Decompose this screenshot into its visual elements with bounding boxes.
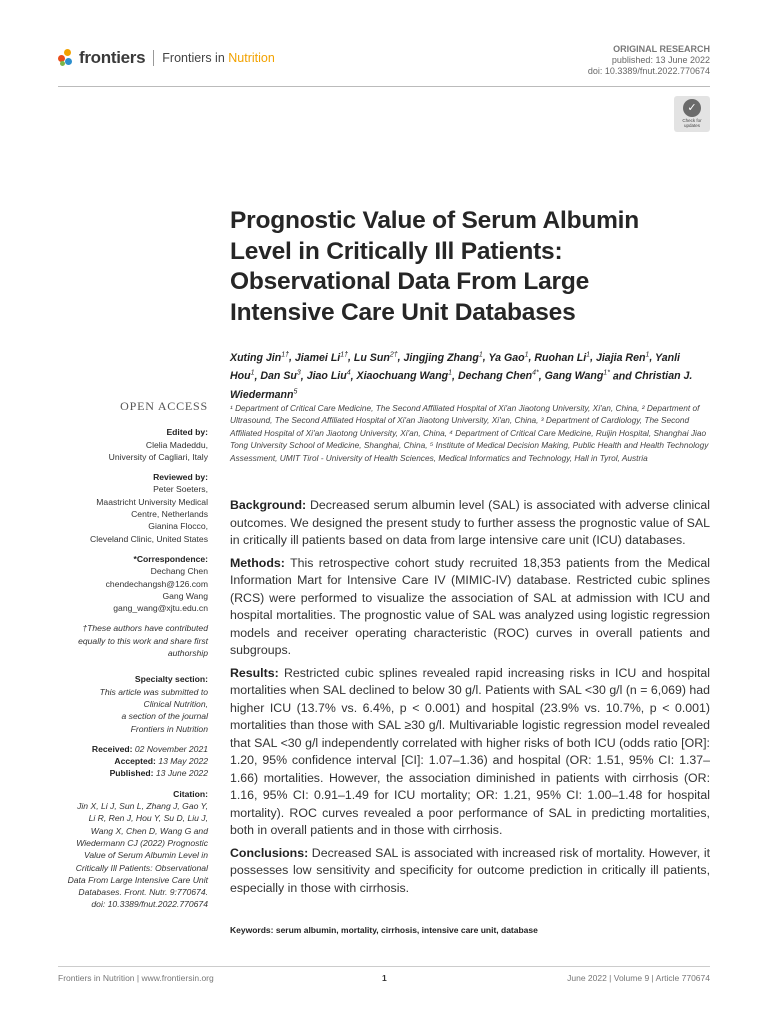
reviewer-line: Centre, Netherlands	[131, 509, 208, 520]
citation-line: Data From Large Intensive Care Unit	[67, 874, 208, 885]
author[interactable]: Christian J. Wiedermann$^5$	[230, 370, 693, 401]
section-heading: Reviewed by:	[153, 472, 208, 483]
frontiers-logo-icon	[58, 49, 74, 67]
author[interactable]: Ruohan Li$^1$	[534, 351, 591, 364]
abstract-conclusions: Conclusions: Decreased SAL is associated with increased risk of mortality. However, it possesses low sensitivity and specificity for outcome prediction in critically ill patients, especially in those with cirrhosis.	[230, 845, 711, 895]
published-date: published: 13 June 2022	[611, 55, 710, 65]
footer-divider	[58, 966, 710, 967]
author[interactable]: Dan Su$^3$	[260, 369, 301, 383]
reviewer-line: Gianina Flocco,	[148, 521, 208, 532]
specialty-line: a section of the journal	[121, 711, 208, 722]
author[interactable]: Jiajia Ren$^1$	[595, 351, 650, 364]
abstract-results: Results: Restricted cubic splines revealed rapid increasing risks in ICU and hospital mortalities when SAL declined to below 30 g/l. Patients with SAL <30 g/l (n = 6,069) had higher ICU (13.7% vs. 6.4%, p < 0.001) and hospital (23.9% vs. 10.7%, p < 0.001) mortalities than those with SAL ≥30 g/l. Multivariable logistic regression model revealed that SAL <30 g/l independently correlated with higher risks of both ICU (odds ratio [OR]: 1.20, 95% confidence interval [CI]: 1.07–1.36) and hospital (OR: 1.51, 95% CI: 1.37–1.66) mortalities. However, the association diminished in patients with cirrhosis (OR: 1.16, 95% CI: 0.91–1.49 for ICU mortality; OR: 1.21, 95% CI: 1.00–1.48 for hospital mortality). ROC curves revealed a poor performance of SAL in predicting mortalities, both in overall patients and in those with cirrhosis.	[230, 665, 710, 837]
citation-line: Li R, Ren J, Hou Y, Su D, Liu J,	[88, 813, 208, 824]
citation-line: Wiedermann CJ (2022) Prognostic	[76, 837, 208, 848]
note-line: equally to this work and share first	[78, 635, 208, 646]
doi-link[interactable]: doi: 10.3389/fnut.2022.770674	[587, 66, 710, 76]
citation-section	[58, 788, 208, 911]
keywords-heading: Keywords:	[230, 925, 274, 935]
abstract-methods: Methods: This retrospective cohort study recruited 18,353 patients from the Medical Information Mart for Intensive Care IV (MIMIC-IV) database. Restricted cubic splines (RCS) were performed to visualize the association of SAL at admission with ICU and hospital mortalities. The prognostic value of SAL was analyzed using logistic regression models and receiver operating characteristic (ROC) curves in overall patients and subgroups.	[230, 555, 710, 657]
affiliations: ¹ Department of Critical Care Medicine, The Second Affiliated Hospital of Xi'an Jiaotong University, Xi'an, China, ² Department of Ultrasound, The Second Affiliated Hospital of Xi'an Jiaotong University, Xi'an, China, ³ Department of Cardiology, The Second Affiliated Hospital of Xi'an Jiaotong University, Xi'an, China, ⁴ Department of Critical Care Medicine, Ruijin Hospital, Shanghai Jiao Tong University School of Medicine, Shanghai, China, ⁵ Institute of Medical Decision Making, Public Health and Health Technology Assessment, UMIT Tirol - University of Health Sciences, Medical Informatics and Technology, Hall in Tyrol, Austria	[230, 403, 709, 463]
author[interactable]: Lu Sun$^{2\dagger}$	[353, 351, 398, 364]
reviewer-line: Peter Soeters,	[153, 484, 208, 495]
correspondent-name: Dechang Chen	[150, 566, 208, 577]
brand-name: frontiers	[79, 48, 146, 67]
author[interactable]: Jingjing Zhang$^1$	[403, 351, 483, 364]
edited-by-section	[58, 426, 208, 463]
journal-name[interactable]	[162, 51, 275, 65]
journal-accent: Nutrition	[228, 51, 275, 65]
check-for-updates-button[interactable]	[674, 96, 710, 132]
dates-section	[58, 743, 208, 780]
correspondent-name: Gang Wang	[162, 590, 208, 601]
footer-issue-info: June 2022 | Volume 9 | Article 770674	[567, 973, 710, 983]
specialty-line: Frontiers in Nutrition	[130, 723, 208, 734]
editor-name: Clelia Madeddu,	[145, 439, 208, 450]
reviewed-by-section	[58, 471, 208, 545]
specialty-line: This article was submitted to	[99, 686, 208, 697]
note-line: authorship	[167, 648, 208, 659]
author[interactable]: Gang Wang$^{1*}$	[544, 369, 610, 383]
page-header	[58, 44, 710, 86]
author[interactable]: Jiao Liu$^4$	[306, 369, 351, 383]
note-line: †These authors have contributed	[82, 623, 208, 634]
published-date-sidebar: Published: 13 June 2022	[109, 768, 208, 779]
correspondent-email[interactable]: gang_wang@xjtu.edu.cn	[113, 603, 208, 614]
author[interactable]: Dechang Chen$^{4*}$	[457, 369, 539, 383]
author[interactable]: Ya Gao$^1$	[488, 351, 529, 364]
specialty-section	[58, 673, 208, 734]
section-heading: *Correspondence:	[133, 553, 208, 564]
citation-line: Jin X, Li J, Sun L, Zhang J, Gao Y,	[77, 801, 208, 812]
citation-line: Critically Ill Patients: Observational	[75, 862, 208, 873]
section-heading: Citation:	[173, 788, 208, 799]
received-date: Received: 02 November 2021	[91, 743, 208, 754]
journal-prefix: Frontiers in	[162, 51, 225, 65]
bookmark-icon: ✓	[683, 99, 701, 117]
page-number: 1	[382, 973, 387, 983]
check-for-updates-label: Check for updates	[682, 118, 702, 128]
correspondent-email[interactable]: chendechangsh@126.com	[105, 578, 208, 589]
author-list: Xuting Jin$^{1\dagger}$, Jiamei $Li^{1\dagger}$, Lu Sun$^{2\dagger}$, Jingjing Zhang$^1$, Ya Gao$^1$, Ruohan Li$^1$, Jiajia Ren$^1$, Yanli Hou$^1$, Dan Su$^3$, Jiao Liu$^4$, Xiaochuang Wang$^1$, Dechang Chen$^{4*}$, Gang Wang$^{1*}$ and Christian J. Wiedermann$^5$	[230, 351, 693, 401]
specialty-line: Clinical Nutrition,	[143, 698, 208, 709]
section-heading: Edited by:	[166, 427, 208, 438]
reviewer-line: Maastricht University Medical	[96, 496, 208, 507]
author[interactable]: Jiamei $Li^{1\dagger}$	[294, 351, 349, 364]
article-meta	[588, 44, 710, 77]
open-access-label: OPEN ACCESS	[120, 399, 208, 413]
article-title: Prognostic Value of Serum Albumin Level in Critically Ill Patients: Observational Data From Large Intensive Care Unit Databases	[230, 207, 640, 326]
header-divider	[58, 86, 710, 87]
logo-divider	[153, 50, 154, 66]
citation-line: Databases. Front. Nutr. 9:770674.	[78, 887, 208, 898]
contribution-note	[58, 622, 208, 659]
author[interactable]: Xuting Jin$^{1\dagger}$	[230, 351, 289, 364]
editor-affiliation: University of Cagliari, Italy	[108, 451, 208, 462]
author[interactable]: Yanli Hou$^1$	[230, 351, 680, 383]
accepted-date: Accepted: 13 May 2022	[114, 756, 208, 767]
correspondence-section	[58, 553, 208, 614]
abstract-background: Background: Decreased serum albumin level (SAL) is associated with adverse clinical outcomes. We designed the present study to further assess the prognostic value of SAL in critically ill patients based on data from large intensive care unit (ICU) databases.	[230, 498, 710, 547]
section-heading: Specialty section:	[134, 674, 208, 685]
author[interactable]: Xiaochuang Wang$^1$	[356, 369, 453, 383]
reviewer-line: Cleveland Clinic, United States	[90, 533, 208, 544]
citation-line: Value of Serum Albumin Level in	[83, 850, 208, 861]
footer-journal-link[interactable]: Frontiers in Nutrition | www.frontiersin.org	[58, 973, 214, 983]
keywords-list: serum albumin, mortality, cirrhosis, intensive care unit, database	[275, 925, 538, 935]
citation-line: Wang X, Chen D, Wang G and	[90, 825, 208, 836]
article-sidebar	[58, 400, 208, 919]
abstract	[230, 497, 710, 902]
article-type: ORIGINAL RESEARCH	[613, 44, 710, 54]
frontiers-logo[interactable]	[58, 48, 275, 68]
citation-doi[interactable]: doi: 10.3389/fnut.2022.770674	[91, 899, 208, 910]
keywords	[230, 925, 710, 935]
